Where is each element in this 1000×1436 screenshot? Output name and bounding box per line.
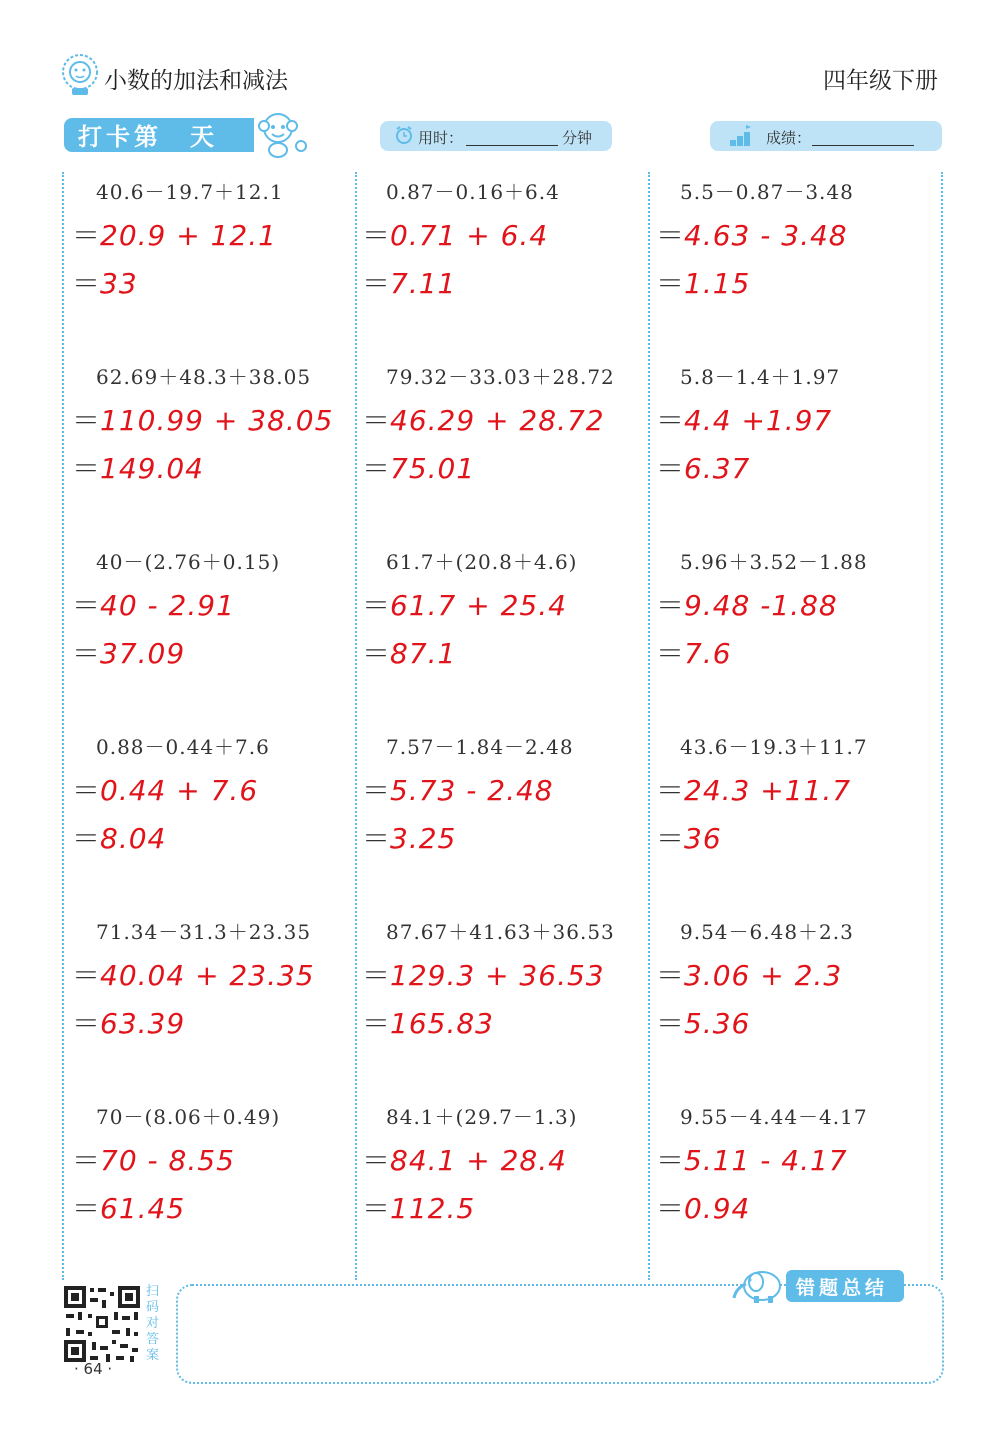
answer-line <box>72 447 204 487</box>
equals-sign: ＝ <box>72 1144 101 1177</box>
handwritten-step: 0.71 + 6.4 <box>390 219 549 252</box>
work-step-line <box>362 1139 567 1179</box>
handwritten-step: 4.4 +1.97 <box>684 404 833 437</box>
equals-sign: ＝ <box>72 452 101 485</box>
answer-line <box>362 817 456 857</box>
work-step-line <box>72 954 315 994</box>
time-unit: 分钟 <box>562 129 593 147</box>
handwritten-answer: 63.39 <box>100 1007 186 1040</box>
problem-expression: 0.87－0.16＋6.4 <box>386 180 560 204</box>
equals-sign: ＝ <box>72 404 101 437</box>
problem-expression: 70－(8.06＋0.49) <box>96 1105 281 1129</box>
handwritten-answer: 61.45 <box>100 1192 186 1225</box>
checkin-label: 打卡第 天 <box>78 123 218 151</box>
work-step-line <box>72 584 235 624</box>
qr-code-icon[interactable] <box>62 1284 142 1364</box>
handwritten-answer: 75.01 <box>390 452 476 485</box>
handwritten-answer: 33 <box>100 267 138 300</box>
column-divider <box>355 172 357 1280</box>
alarm-clock-icon <box>394 125 414 145</box>
equals-sign: ＝ <box>362 219 391 252</box>
work-step-line <box>656 399 832 439</box>
score-label: 成绩： <box>766 129 812 147</box>
answer-line <box>362 1187 475 1227</box>
problem-expression: 62.69＋48.3＋38.05 <box>96 365 312 389</box>
equals-sign: ＝ <box>656 959 685 992</box>
work-step-line <box>72 769 258 809</box>
problem-expression: 71.34－31.3＋23.35 <box>96 920 312 944</box>
work-step-line <box>72 399 333 439</box>
answer-line <box>656 447 750 487</box>
problem-expression: 7.57－1.84－2.48 <box>386 735 574 759</box>
time-blank[interactable] <box>466 145 558 146</box>
answer-line <box>362 262 456 302</box>
grade-label: 四年级下册 <box>823 68 938 94</box>
scan-answer-text: 扫码对答案 <box>146 1284 160 1363</box>
column-divider <box>941 172 943 1280</box>
handwritten-step: 40 - 2.91 <box>100 589 235 622</box>
equals-sign: ＝ <box>362 637 391 670</box>
equals-sign: ＝ <box>656 1007 685 1040</box>
problem-expression: 61.7＋(20.8＋4.6) <box>386 550 578 574</box>
problem-expression: 84.1＋(29.7－1.3) <box>386 1105 578 1129</box>
handwritten-answer: 149.04 <box>100 452 204 485</box>
problem-expression: 43.6－19.3＋11.7 <box>680 735 868 759</box>
equals-sign: ＝ <box>72 822 101 855</box>
answer-line <box>72 1002 185 1042</box>
handwritten-step: 5.11 - 4.17 <box>684 1144 848 1177</box>
answer-line <box>656 262 750 302</box>
equals-sign: ＝ <box>72 1192 101 1225</box>
work-step-line <box>362 399 605 439</box>
work-step-line <box>656 214 848 254</box>
answer-line <box>656 1002 750 1042</box>
problem-expression: 79.32－33.03＋28.72 <box>386 365 615 389</box>
problem-expression: 5.96＋3.52－1.88 <box>680 550 868 574</box>
problem-expression: 0.88－0.44＋7.6 <box>96 735 270 759</box>
answer-line <box>656 817 722 857</box>
page-number: · 64 · <box>74 1360 113 1378</box>
equals-sign: ＝ <box>72 219 101 252</box>
handwritten-answer: 6.37 <box>684 452 751 485</box>
equals-sign: ＝ <box>362 1192 391 1225</box>
equals-sign: ＝ <box>72 774 101 807</box>
answer-line <box>72 817 166 857</box>
handwritten-answer: 8.04 <box>100 822 167 855</box>
column-divider <box>648 172 650 1280</box>
equals-sign: ＝ <box>72 637 101 670</box>
mistake-summary-label: 错题总结 <box>796 1277 889 1299</box>
work-step-line <box>362 584 567 624</box>
equals-sign: ＝ <box>656 1144 685 1177</box>
handwritten-answer: 165.83 <box>390 1007 494 1040</box>
handwritten-step: 129.3 + 36.53 <box>390 959 605 992</box>
handwritten-answer: 1.15 <box>684 267 751 300</box>
handwritten-step: 4.63 - 3.48 <box>684 219 848 252</box>
work-step-line <box>656 954 842 994</box>
equals-sign: ＝ <box>362 774 391 807</box>
problem-expression: 9.55－4.44－4.17 <box>680 1105 868 1129</box>
equals-sign: ＝ <box>656 637 685 670</box>
work-step-line <box>656 769 851 809</box>
equals-sign: ＝ <box>656 822 685 855</box>
handwritten-step: 40.04 + 23.35 <box>100 959 315 992</box>
handwritten-answer: 36 <box>684 822 722 855</box>
podium-flag-icon <box>728 124 752 148</box>
handwritten-answer: 112.5 <box>390 1192 476 1225</box>
answer-line <box>656 632 732 672</box>
equals-sign: ＝ <box>656 452 685 485</box>
problem-expression: 5.5－0.87－3.48 <box>680 180 854 204</box>
answer-line <box>72 632 185 672</box>
work-step-line <box>362 954 605 994</box>
work-step-line <box>72 214 277 254</box>
answer-line <box>656 1187 750 1227</box>
lion-logo-icon <box>60 52 100 96</box>
equals-sign: ＝ <box>362 452 391 485</box>
problem-expression: 87.67＋41.63＋36.53 <box>386 920 615 944</box>
handwritten-step: 24.3 +11.7 <box>684 774 852 807</box>
handwritten-step: 20.9 + 12.1 <box>100 219 277 252</box>
handwritten-answer: 5.36 <box>684 1007 751 1040</box>
handwritten-answer: 3.25 <box>390 822 457 855</box>
problem-expression: 40.6－19.7＋12.1 <box>96 180 284 204</box>
handwritten-step: 3.06 + 2.3 <box>684 959 843 992</box>
equals-sign: ＝ <box>362 589 391 622</box>
answer-line <box>362 1002 494 1042</box>
handwritten-step: 61.7 + 25.4 <box>390 589 567 622</box>
equals-sign: ＝ <box>656 404 685 437</box>
monkey-mascot-icon <box>254 108 310 158</box>
column-divider <box>62 172 64 1280</box>
problem-expression: 9.54－6.48＋2.3 <box>680 920 854 944</box>
answer-line <box>72 1187 185 1227</box>
equals-sign: ＝ <box>656 589 685 622</box>
handwritten-step: 46.29 + 28.72 <box>390 404 605 437</box>
work-step-line <box>362 214 548 254</box>
handwritten-step: 9.48 -1.88 <box>684 589 838 622</box>
equals-sign: ＝ <box>656 267 685 300</box>
equals-sign: ＝ <box>362 267 391 300</box>
handwritten-answer: 0.94 <box>684 1192 751 1225</box>
handwritten-answer: 7.6 <box>684 637 732 670</box>
equals-sign: ＝ <box>362 959 391 992</box>
handwritten-step: 84.1 + 28.4 <box>390 1144 567 1177</box>
score-blank[interactable] <box>812 145 914 146</box>
equals-sign: ＝ <box>656 774 685 807</box>
equals-sign: ＝ <box>72 267 101 300</box>
handwritten-step: 70 - 8.55 <box>100 1144 235 1177</box>
equals-sign: ＝ <box>362 1144 391 1177</box>
problem-expression: 5.8－1.4＋1.97 <box>680 365 841 389</box>
equals-sign: ＝ <box>72 589 101 622</box>
handwritten-answer: 37.09 <box>100 637 186 670</box>
handwritten-step: 0.44 + 7.6 <box>100 774 259 807</box>
handwritten-answer: 7.11 <box>390 267 457 300</box>
equals-sign: ＝ <box>72 959 101 992</box>
equals-sign: ＝ <box>656 219 685 252</box>
handwritten-step: 110.99 + 38.05 <box>100 404 334 437</box>
handwritten-step: 5.73 - 2.48 <box>390 774 554 807</box>
time-label: 用时： <box>418 129 464 147</box>
answer-line <box>362 447 475 487</box>
work-step-line <box>362 769 554 809</box>
equals-sign: ＝ <box>72 1007 101 1040</box>
equals-sign: ＝ <box>656 1192 685 1225</box>
problem-expression: 40－(2.76＋0.15) <box>96 550 281 574</box>
work-step-line <box>72 1139 235 1179</box>
answer-line <box>72 262 138 302</box>
answer-line <box>362 632 456 672</box>
work-step-line <box>656 1139 848 1179</box>
equals-sign: ＝ <box>362 1007 391 1040</box>
equals-sign: ＝ <box>362 822 391 855</box>
elephant-icon <box>730 1264 786 1304</box>
page-title: 小数的加法和减法 <box>104 68 288 94</box>
equals-sign: ＝ <box>362 404 391 437</box>
handwritten-answer: 87.1 <box>390 637 457 670</box>
work-step-line <box>656 584 838 624</box>
